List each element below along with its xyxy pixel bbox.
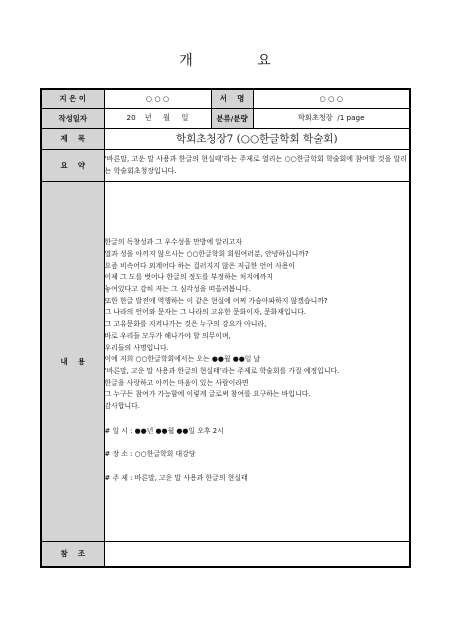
- event-place-line: # 장 소 : ○○한글학회 대강당: [104, 450, 196, 459]
- spacer: [105, 437, 410, 449]
- content-line: 한글의 독창성과 그 우수성을 만방에 알리고자: [104, 238, 242, 247]
- content-label: 내 용: [41, 181, 104, 541]
- reference-value: [104, 541, 410, 567]
- subject-value: 학회초청장7 (○○한글학회 학술회): [104, 128, 410, 149]
- reference-row: [41, 541, 410, 567]
- author-label: 지 은 이: [41, 89, 104, 108]
- author-value: ○ ○ ○: [104, 89, 211, 108]
- content-body: [104, 181, 410, 541]
- content-line: 그 나라의 언어와 문자는 그 나라의 고유한 문화이자, 문화재입니다.: [104, 308, 307, 317]
- reference-label: 참 조: [41, 541, 104, 567]
- content-line: 우리들의 사명입니다.: [104, 343, 169, 352]
- content-line: 한글을 사랑하고 아끼는 마음이 있는 사람이라면: [104, 378, 249, 387]
- spacer: [105, 413, 410, 426]
- summary-form: [40, 88, 411, 568]
- category-value: 학회초청장 /1 page: [253, 108, 410, 128]
- content-line: ‘바른말, 고운 말 사용과 한글의 현실태’라는 주제로 학술회를 가질 예정입니다.: [104, 366, 340, 375]
- author-row: [41, 89, 410, 108]
- document-title: 개 요: [179, 53, 301, 69]
- event-date-line: # 일 시 : ●●년 ●●월 ●●일 오후 2시: [104, 426, 224, 435]
- content-line: 또한 한글 발전에 역행하는 이 같은 현실에 어찌 가슴아파하지 않겠습니까?: [104, 296, 328, 305]
- content-row: [41, 181, 410, 541]
- signature-value: ○ ○ ○: [253, 89, 410, 108]
- category-label: 분류/분량: [211, 108, 253, 128]
- content-line: 바로 우리들 모두가 해나가야 할 의무이며,: [104, 331, 231, 340]
- date-value: 20 년 월 일: [104, 108, 211, 128]
- spacer: [105, 461, 410, 473]
- content-line: 요즘 비속어다 외계어다 하는 걸러지지 않은 저급한 언어 사용이: [104, 261, 296, 270]
- content-line: 그 고유문화를 지켜나가는 것은 누구의 강요가 아니라,: [104, 320, 267, 329]
- summary-row: [41, 149, 410, 181]
- content-line: 놓여있다고 감히 저는 그 심각성을 떠올려봅니다.: [104, 284, 251, 293]
- content-line: 그 누구든 참여가 가능함에 이렇게 글로써 참여를 요구하는 바입니다.: [104, 390, 311, 399]
- content-line: 감사합니다.: [104, 402, 140, 411]
- summary-value: ‘바른말, 고운 말 사용과 한글의 현실태’라는 주제로 열리는 ○○한글학회 학술회에 참여할 것을 알리는 학술회초청장입니다.: [104, 149, 410, 181]
- content-line: 열과 성을 아끼지 않으시는 ○○한글학회 회원여러분, 안녕하십니까?: [104, 249, 309, 258]
- content-line: 이제 그 도를 벗어나 한글의 정도를 부정하는 처지에까지: [104, 273, 273, 282]
- signature-label: 서 명: [211, 89, 253, 108]
- event-topic-line: # 주 제 : 바른말, 고운 말 사용과 한글의 현실태: [104, 474, 248, 483]
- summary-label: 요 약: [41, 149, 104, 181]
- date-row: [41, 108, 410, 128]
- content-line: 이에 저희 ○○한글학회에서는 오는 ●●월 ●●일 날: [104, 355, 261, 364]
- subject-label: 제 목: [41, 128, 104, 149]
- subject-row: [41, 128, 410, 149]
- date-label: 작성일자: [41, 108, 104, 128]
